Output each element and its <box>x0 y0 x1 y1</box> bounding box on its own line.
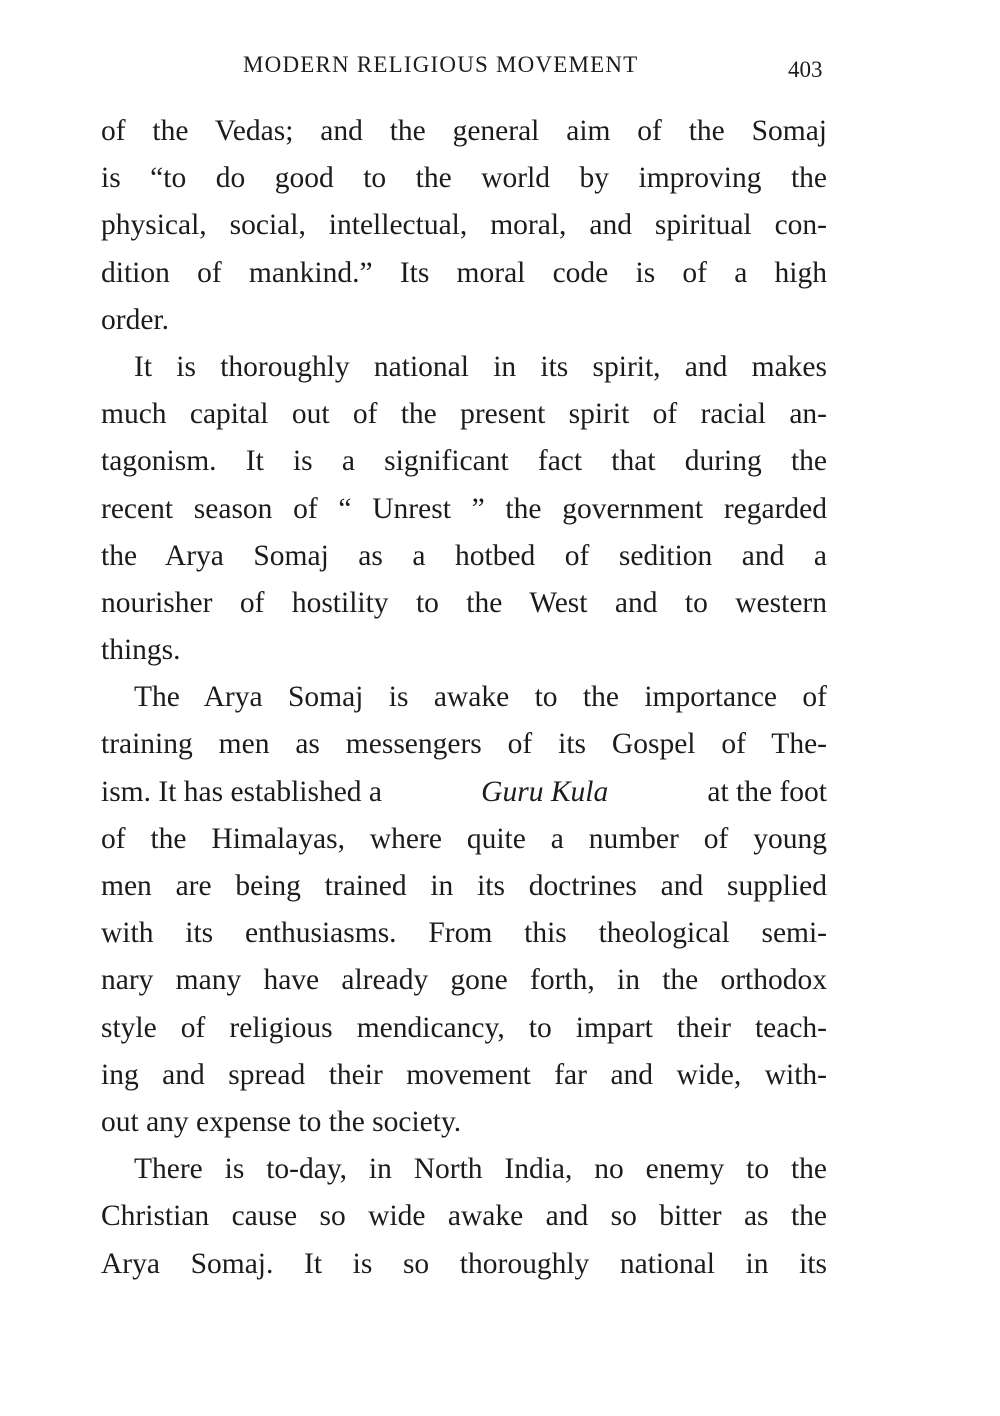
body-text <box>101 108 827 1288</box>
text-line: training men as messengers of its Gospel of The- <box>101 728 827 761</box>
text-line: things. <box>101 634 181 667</box>
running-header-title: MODERN RELIGIOUS MOVEMENT <box>243 52 639 77</box>
text-line: physical, social, intellectual, moral, and spiritual con- <box>101 209 827 242</box>
text-line: with its enthusiasms. From this theological semi- <box>101 917 827 950</box>
text-line: style of religious mendicancy, to impart their teach- <box>101 1011 827 1044</box>
text-line: order. <box>101 303 169 336</box>
text-line <box>101 769 827 816</box>
text-line: tagonism. It is a significant fact that during the <box>101 445 827 478</box>
text-line: the Arya Somaj as a hotbed of sedition and a <box>101 539 827 572</box>
text-line: of the Himalayas, where quite a number of young <box>101 822 827 855</box>
text-line: out any expense to the society. <box>101 1105 462 1138</box>
text-line: is “to do good to the world by improving the <box>101 162 827 195</box>
text-line: There is to-day, in North India, no enemy to the <box>134 1153 827 1186</box>
italic-term: Guru Kula <box>481 775 609 808</box>
text-line: The Arya Somaj is awake to the importance of <box>134 681 827 714</box>
text-line: nary many have already gone forth, in the orthodox <box>101 964 827 997</box>
text-line: dition of mankind.” Its moral code is of a high <box>101 256 827 289</box>
text-line: men are being trained in its doctrines and supplied <box>101 870 827 902</box>
text-segment: at the foot <box>707 775 827 808</box>
text-line: It is thoroughly national in its spirit, and makes <box>134 350 827 383</box>
text-line: ing and spread their movement far and wide, with- <box>101 1058 827 1091</box>
text-line: much capital out of the present spirit of racial an- <box>101 398 827 431</box>
text-line: of the Vedas; and the general aim of the Somaj <box>101 115 827 147</box>
text-line: Arya Somaj. It is so thoroughly national in its <box>101 1247 827 1280</box>
text-line: recent season of “ Unrest ” the government regarded <box>101 492 827 525</box>
text-line: nourisher of hostility to the West and to western <box>101 586 827 619</box>
page-number: 403 <box>788 57 823 82</box>
text-line: Christian cause so wide awake and so bitter as the <box>101 1200 827 1233</box>
text-segment: ism. It has established a <box>101 775 383 808</box>
